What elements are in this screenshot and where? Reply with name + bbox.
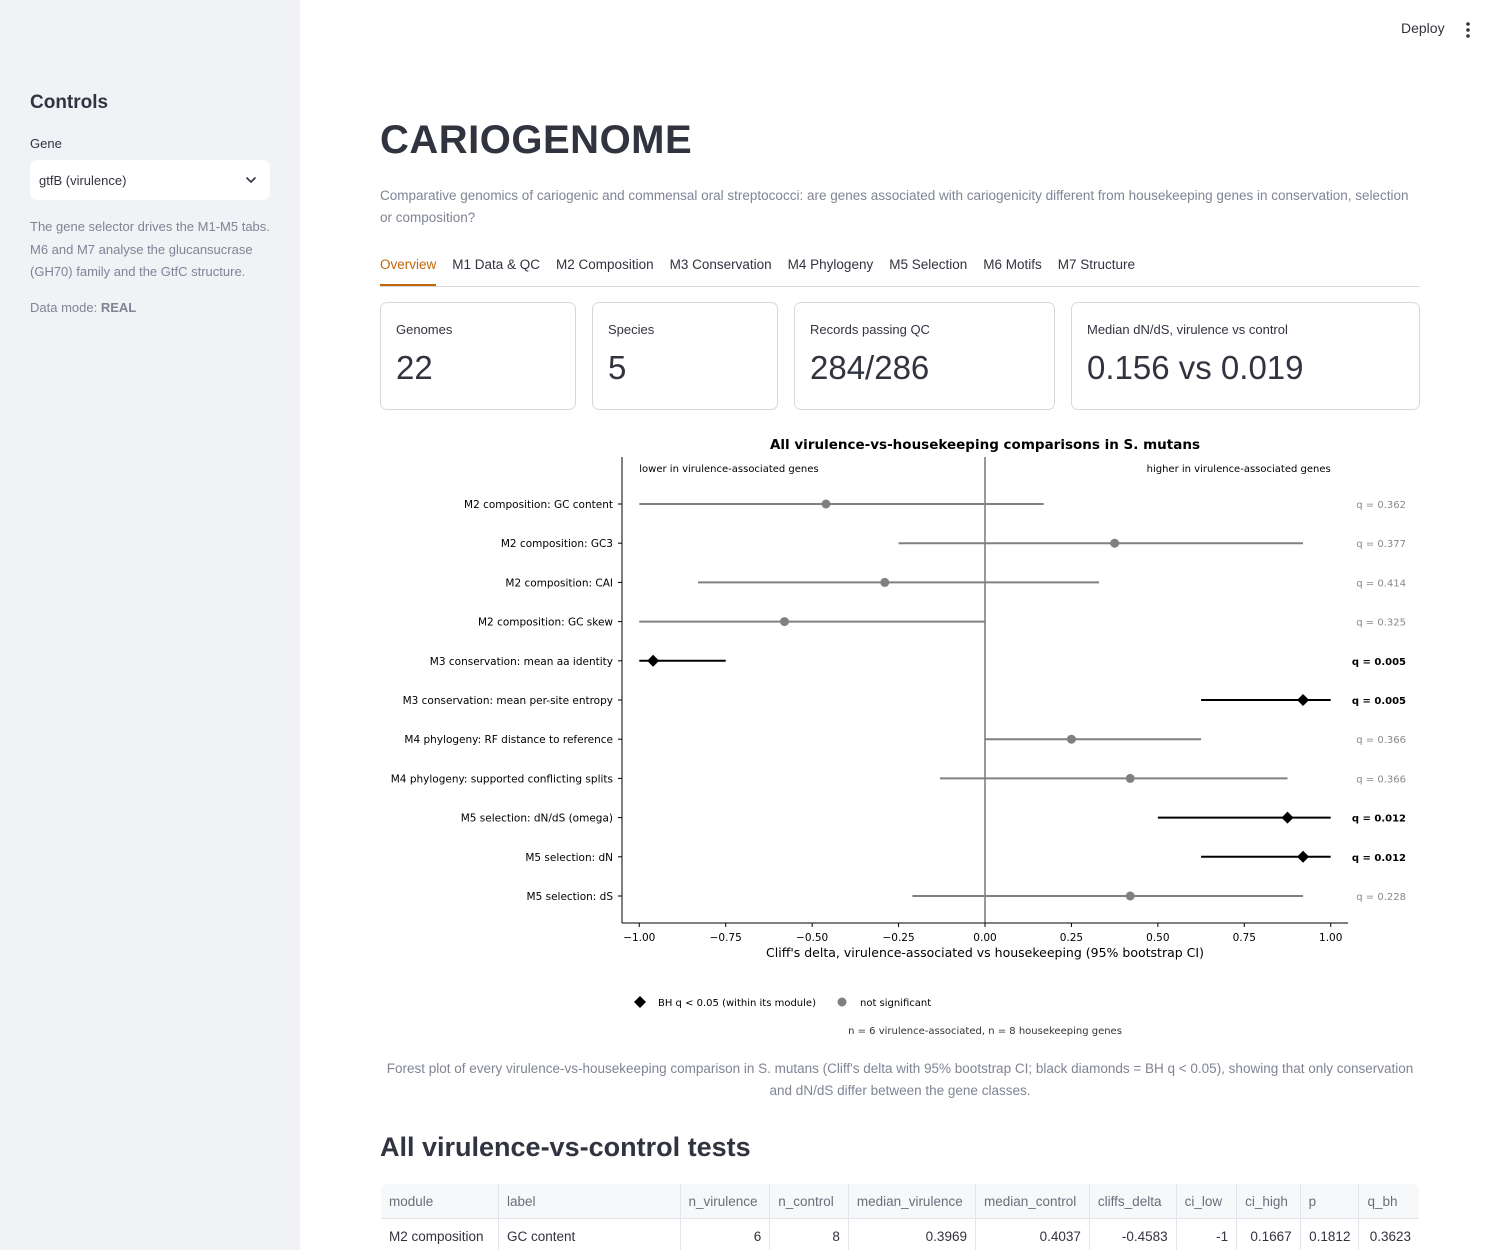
chart-footnote: n = 6 virulence-associated, n = 8 housekeeping genes (848, 1026, 1122, 1037)
table-cell-cliffs-delta: -0.4583 (1089, 1219, 1176, 1250)
metric-label: Genomes (396, 322, 453, 337)
chart-caption: Forest plot of every virulence-vs-housekeeping comparison in S. mutans (Cliff's delta with 95% bootstrap CI; black diamonds = BH q < 0.05), showing that only conservation and dN/dS differ between the gene classes. (386, 1061, 1414, 1098)
metric-label: Records passing QC (810, 322, 930, 337)
data-mode-label: Data mode: (30, 300, 98, 315)
column-header-cliffs-delta[interactable]: cliffs_delta (1089, 1184, 1176, 1219)
q-value-label: q = 0.362 (1356, 500, 1406, 511)
column-header-module[interactable]: module (381, 1184, 499, 1219)
table-cell-label: GC content (498, 1219, 680, 1250)
table-cell-p: 0.1812 (1300, 1219, 1359, 1250)
sidebar-title: Controls (30, 92, 109, 113)
q-value-label: q = 0.005 (1351, 656, 1406, 668)
tab-bar (380, 255, 1420, 287)
point-not-significant (821, 500, 830, 509)
point-not-significant (1067, 735, 1076, 744)
column-header-q-bh[interactable]: q_bh (1359, 1184, 1420, 1219)
tab-m7-structure[interactable]: M7 Structure (1057, 257, 1136, 272)
sidebar-help-text: The gene selector drives the M1-M5 tabs. M6 and M7 analyse the glucansucrase (GH70) family and the GtfC structure. (30, 219, 270, 279)
y-tick-label: M5 selection: dN (525, 851, 613, 864)
x-axis-label: Cliff's delta, virulence-associated vs housekeeping (95% bootstrap CI) (766, 945, 1204, 960)
x-tick-label: 0.00 (973, 932, 997, 944)
metric-records-passing-qc (794, 302, 1055, 410)
table-cell-median-control: 0.4037 (975, 1219, 1089, 1250)
forest-plot (380, 430, 1420, 1045)
point-significant (647, 655, 659, 667)
column-header-n-control[interactable]: n_control (770, 1184, 849, 1219)
data-mode-value: REAL (100, 300, 137, 315)
page-subtitle: Comparative genomics of cariogenic and commensal oral streptococci: are genes associated with cariogenicity different from housekeeping genes in conservation, selection or composition? (380, 188, 1409, 225)
deploy-button[interactable]: Deploy (1401, 20, 1445, 36)
table-heading: All virulence-vs-control tests (380, 1132, 751, 1162)
column-header-label[interactable]: label (498, 1184, 680, 1219)
tab-m3-conservation[interactable]: M3 Conservation (669, 257, 772, 272)
tab-m2-composition[interactable]: M2 Composition (556, 257, 654, 272)
x-tick-label: 1.00 (1319, 932, 1343, 944)
metric-species (592, 302, 778, 410)
table-cell-median-virulence: 0.3969 (848, 1219, 975, 1250)
more-menu-icon[interactable] (1460, 20, 1476, 40)
legend-diamond-icon (634, 996, 646, 1008)
results-table (380, 1183, 1420, 1250)
forest-plot-svg (380, 430, 1420, 1045)
point-significant (1297, 694, 1309, 706)
table-cell-ci-high: 0.1667 (1237, 1219, 1301, 1250)
table-cell-ci-low: -1 (1176, 1219, 1237, 1250)
x-tick-label: −1.00 (623, 932, 656, 944)
tab-m6-motifs[interactable]: M6 Motifs (983, 257, 1042, 272)
x-tick-label: −0.50 (796, 932, 829, 944)
column-header-ci-high[interactable]: ci_high (1237, 1184, 1301, 1219)
y-tick-label: M4 phylogeny: supported conflicting splits (390, 773, 613, 786)
legend-label-significant: BH q < 0.05 (within its module) (658, 998, 816, 1009)
gene-select[interactable] (30, 160, 270, 200)
y-tick-label: M5 selection: dN/dS (omega) (460, 812, 613, 825)
metric-value: 5 (608, 349, 627, 386)
gene-select-value: gtfB (virulence) (39, 172, 127, 188)
q-value-label: q = 0.012 (1351, 852, 1406, 864)
tab-m4-phylogeny[interactable]: M4 Phylogeny (787, 257, 874, 272)
chart-title: All virulence-vs-housekeeping comparisons in S. mutans (769, 437, 1201, 453)
annotation-lower: lower in virulence-associated genes (639, 464, 819, 475)
tab-m1-data-qc[interactable]: M1 Data & QC (452, 257, 541, 272)
metric-value: 284/286 (810, 349, 930, 386)
y-tick-label: M2 composition: GC skew (478, 616, 613, 629)
point-not-significant (1126, 892, 1135, 901)
tab-overview[interactable]: Overview (380, 255, 436, 286)
x-tick-label: 0.50 (1146, 932, 1170, 944)
metric-value: 0.156 vs 0.019 (1087, 349, 1304, 386)
q-value-label: q = 0.005 (1351, 696, 1406, 707)
page-title: CARIOGENOME (380, 118, 693, 162)
q-value-label: q = 0.366 (1356, 735, 1406, 747)
x-tick-label: 0.75 (1232, 932, 1256, 944)
column-header-p[interactable]: p (1300, 1184, 1359, 1219)
point-significant (1282, 812, 1294, 824)
chevron-down-icon (244, 173, 258, 187)
sidebar (0, 0, 300, 1250)
metric-label: Species (608, 322, 655, 337)
annotation-higher: higher in virulence-associated genes (1146, 464, 1331, 475)
data-mode (30, 300, 136, 315)
gene-select-label: Gene (30, 136, 62, 151)
point-not-significant (1110, 539, 1119, 548)
x-tick-label: −0.25 (882, 932, 915, 944)
column-header-ci-low[interactable]: ci_low (1176, 1184, 1237, 1219)
column-header-n-virulence[interactable]: n_virulence (680, 1184, 770, 1219)
x-tick-label: 0.25 (1059, 932, 1084, 944)
q-value-label: q = 0.325 (1356, 617, 1406, 629)
q-value-label: q = 0.228 (1356, 892, 1406, 903)
q-value-label: q = 0.012 (1351, 813, 1406, 825)
y-tick-label: M2 composition: GC3 (500, 538, 613, 551)
y-tick-label: M3 conservation: mean per-site entropy (402, 695, 613, 707)
column-header-median-control[interactable]: median_control (975, 1184, 1089, 1219)
q-value-label: q = 0.414 (1356, 578, 1406, 590)
tab-m5-selection[interactable]: M5 Selection (889, 257, 968, 272)
y-tick-label: M4 phylogeny: RF distance to reference (404, 734, 613, 747)
table-row[interactable] (381, 1219, 1420, 1250)
point-not-significant (780, 617, 789, 626)
point-significant (1297, 851, 1309, 863)
metric-label: Median dN/dS, virulence vs control (1087, 322, 1288, 337)
q-value-label: q = 0.377 (1356, 539, 1406, 551)
x-tick-label: −0.75 (709, 932, 742, 944)
table-cell-q-bh: 0.3623 (1359, 1219, 1420, 1250)
metric-genomes (380, 302, 576, 410)
y-tick-label: M2 composition: GC content (464, 499, 613, 511)
metric-median-dnds (1071, 302, 1420, 410)
point-not-significant (1126, 774, 1135, 783)
table-cell-n-control: 8 (770, 1219, 849, 1250)
y-tick-label: M3 conservation: mean aa identity (429, 655, 613, 668)
point-not-significant (880, 578, 889, 587)
q-value-label: q = 0.366 (1356, 774, 1406, 786)
table-header-row (381, 1184, 1420, 1219)
y-tick-label: M5 selection: dS (526, 891, 613, 903)
table-cell-n-virulence: 6 (680, 1219, 770, 1250)
legend-label-not-significant: not significant (860, 998, 932, 1009)
legend-circle-icon (838, 998, 847, 1007)
column-header-median-virulence[interactable]: median_virulence (848, 1184, 975, 1219)
y-tick-label: M2 composition: CAI (505, 577, 613, 590)
metric-value: 22 (396, 349, 433, 386)
table-cell-module: M2 composition (381, 1219, 499, 1250)
